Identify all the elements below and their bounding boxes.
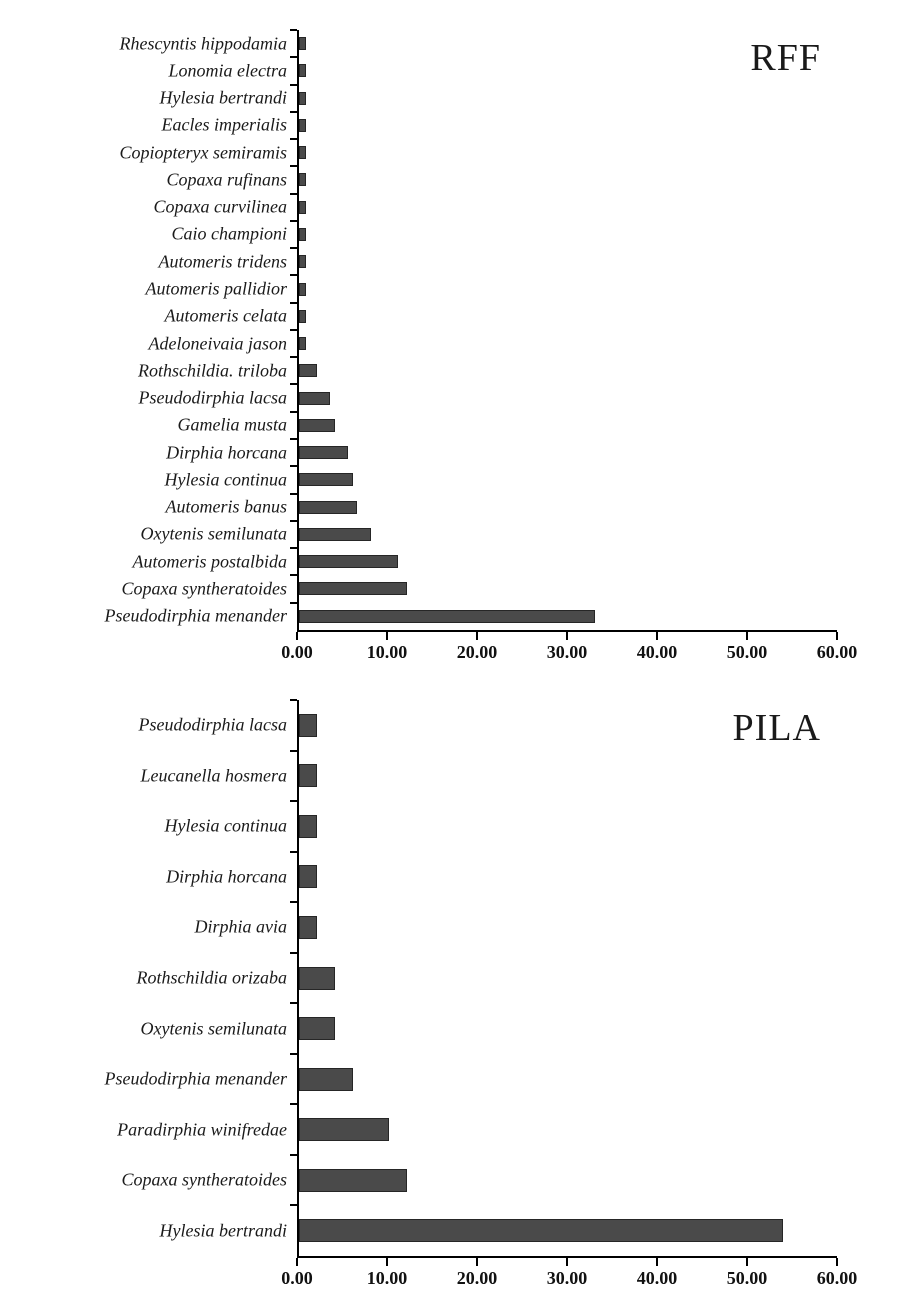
bar-row — [159, 1205, 837, 1256]
bar — [299, 201, 306, 214]
bar — [299, 1219, 783, 1242]
bar — [299, 392, 330, 405]
bar — [299, 446, 348, 459]
bar-row — [138, 384, 837, 411]
category-label: Dirphia horcana — [166, 442, 287, 463]
x-axis-tick — [296, 1258, 298, 1266]
bar — [299, 916, 317, 939]
bar-row — [140, 1003, 837, 1054]
x-tick-label: 40.00 — [636, 642, 678, 662]
category-label: Copaxa curvilinea — [153, 196, 287, 217]
bar-row — [137, 357, 837, 384]
x-tick-label: 30.00 — [546, 642, 588, 662]
category-label: Hylesia continua — [164, 815, 287, 836]
x-axis-tick — [836, 1258, 838, 1266]
category-label: Copaxa syntheratoides — [121, 578, 287, 599]
bar — [299, 310, 306, 323]
x-tick-label: 10.00 — [366, 1268, 408, 1288]
category-label: Hylesia bertrandi — [159, 87, 287, 108]
bar — [299, 473, 353, 486]
bar — [299, 255, 306, 268]
x-axis-tick — [386, 632, 388, 640]
category-label: Automeris postalbida — [132, 551, 287, 572]
bar — [299, 764, 317, 787]
bar — [299, 364, 317, 377]
x-tick-label: 20.00 — [456, 1268, 498, 1288]
chart-rff — [0, 30, 899, 672]
category-label: Pseudodirphia lacsa — [138, 387, 287, 408]
x-tick-label: 0.00 — [281, 1268, 313, 1288]
bar-row — [161, 112, 837, 139]
category-label: Automeris tridens — [158, 251, 287, 272]
category-label: Rothschildia. triloba — [137, 360, 287, 381]
x-axis-tick — [296, 632, 298, 640]
bar-row — [136, 953, 837, 1004]
x-axis-tick — [746, 1258, 748, 1266]
bar-row — [140, 521, 837, 548]
bar — [299, 337, 306, 350]
x-axis-tick — [476, 632, 478, 640]
bar-row — [104, 603, 837, 630]
bar — [299, 119, 306, 132]
bar — [299, 64, 306, 77]
x-tick-label: 10.00 — [366, 642, 408, 662]
bar-row — [177, 412, 837, 439]
bar — [299, 1118, 389, 1141]
bar-row — [164, 466, 837, 493]
bar-row — [194, 902, 837, 953]
chart-pila — [0, 700, 899, 1298]
bar-row — [145, 275, 837, 302]
x-tick-label: 60.00 — [816, 1268, 858, 1288]
bar-row — [132, 548, 837, 575]
category-label: Leucanella hosmera — [140, 765, 287, 786]
bar-row — [121, 1155, 837, 1206]
x-tick-label: 20.00 — [456, 642, 498, 662]
category-label: Pseudodirphia menander — [104, 605, 287, 626]
category-label: Paradirphia winifredae — [117, 1119, 287, 1140]
category-label: Automeris banus — [165, 496, 287, 517]
x-axis-tick — [746, 632, 748, 640]
plot-area-rff — [104, 30, 837, 630]
bar-row — [148, 330, 837, 357]
category-label: Hylesia continua — [164, 469, 287, 490]
bar-row — [159, 85, 837, 112]
category-label: Copaxa rufinans — [166, 169, 287, 190]
category-label: Automeris celata — [164, 305, 287, 326]
x-axis-tick — [386, 1258, 388, 1266]
bar — [299, 283, 306, 296]
x-tick-label: 40.00 — [636, 1268, 678, 1288]
x-tick-label: 50.00 — [726, 1268, 768, 1288]
bar-row — [166, 852, 837, 903]
bar — [299, 555, 398, 568]
category-label: Rhescyntis hippodamia — [119, 33, 287, 54]
x-tick-label: 50.00 — [726, 642, 768, 662]
x-tick-label: 0.00 — [281, 642, 313, 662]
bar-row — [158, 248, 837, 275]
plot-area-pila — [104, 700, 837, 1256]
chart-title-pila: PILA — [732, 707, 821, 749]
bar — [299, 1017, 335, 1040]
bar — [299, 501, 357, 514]
category-label: Lonomia electra — [168, 60, 287, 81]
bar — [299, 582, 407, 595]
bar — [299, 528, 371, 541]
category-label: Caio championi — [171, 223, 287, 244]
bar — [299, 714, 317, 737]
category-label: Eacles imperialis — [161, 114, 287, 135]
bar-row — [165, 494, 837, 521]
x-axis-tick — [656, 1258, 658, 1266]
category-label: Copaxa syntheratoides — [121, 1169, 287, 1190]
x-axis-pila — [281, 1256, 858, 1298]
category-label: Automeris pallidior — [145, 278, 287, 299]
x-axis-tick — [656, 632, 658, 640]
bar-row — [164, 801, 837, 852]
bar-row — [121, 575, 837, 602]
bar-row — [166, 166, 837, 193]
category-label: Copiopteryx semiramis — [119, 142, 287, 163]
category-label: Pseudodirphia menander — [104, 1068, 287, 1089]
category-label: Dirphia horcana — [166, 866, 287, 887]
bar — [299, 610, 595, 623]
bar — [299, 228, 306, 241]
bar-row — [166, 439, 837, 466]
x-tick-label: 30.00 — [546, 1268, 588, 1288]
category-label: Oxytenis semilunata — [140, 1018, 287, 1039]
category-label: Pseudodirphia lacsa — [138, 714, 287, 735]
bar — [299, 967, 335, 990]
bar-row — [153, 194, 837, 221]
x-axis-tick — [566, 632, 568, 640]
bar — [299, 1068, 353, 1091]
bar-row — [171, 221, 837, 248]
bar — [299, 37, 306, 50]
bar-row — [164, 303, 837, 330]
category-label: Hylesia bertrandi — [159, 1220, 287, 1241]
category-label: Gamelia musta — [177, 414, 287, 435]
x-tick-label: 60.00 — [816, 642, 858, 662]
x-axis-tick — [476, 1258, 478, 1266]
bar — [299, 1169, 407, 1192]
bar-row — [119, 139, 837, 166]
chart-title-rff: RFF — [750, 37, 821, 79]
category-label: Rothschildia orizaba — [136, 967, 287, 988]
bar — [299, 815, 317, 838]
bar — [299, 146, 306, 159]
bar — [299, 173, 306, 186]
x-axis-tick — [836, 632, 838, 640]
x-axis-tick — [566, 1258, 568, 1266]
bar — [299, 419, 335, 432]
bar — [299, 865, 317, 888]
x-axis-rff — [281, 630, 858, 672]
category-label: Oxytenis semilunata — [140, 523, 287, 544]
category-label: Dirphia avia — [194, 916, 287, 937]
bar — [299, 92, 306, 105]
bar-row — [140, 751, 837, 802]
bar-row — [117, 1104, 837, 1155]
category-label: Adeloneivaia jason — [148, 333, 287, 354]
bar-row — [104, 1054, 837, 1105]
